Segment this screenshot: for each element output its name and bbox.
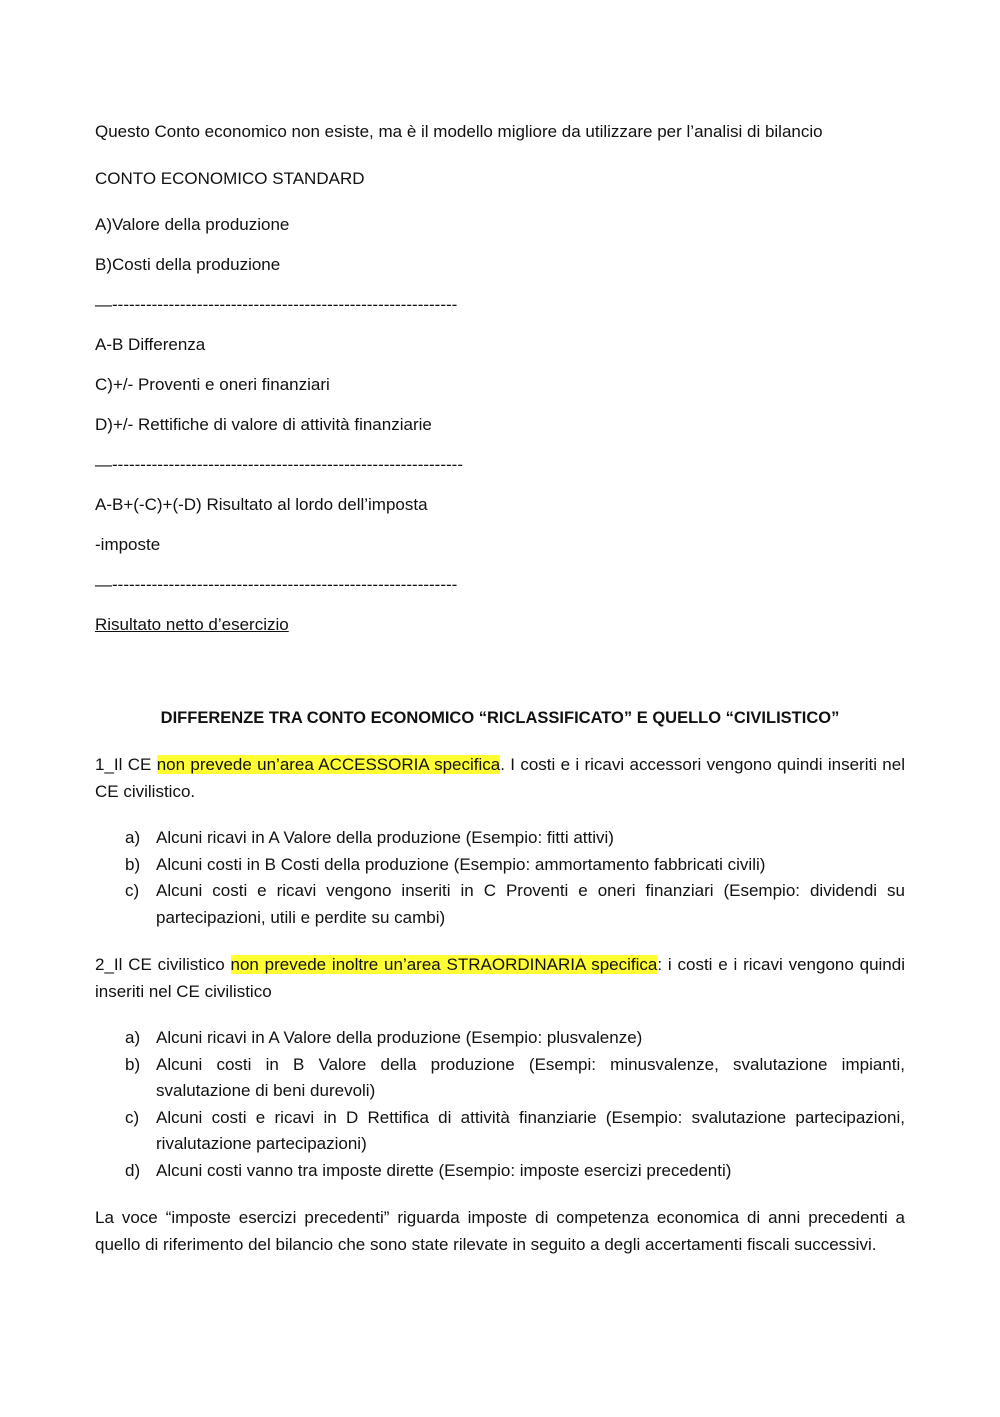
list-item xyxy=(95,1025,905,1052)
point-1-highlight: non prevede un’area ACCESSORIA specifica xyxy=(156,755,501,774)
list-item-text: Alcuni costi in B Valore della produzione (Esempi: minusvalenze, svalutazione impianti, svalutazione di beni durevoli) xyxy=(156,1054,905,1100)
point-2-list xyxy=(95,1025,905,1184)
separator-line: —------------------------------------------------------------- xyxy=(95,295,458,314)
point-1-list xyxy=(95,825,905,931)
list-item xyxy=(95,878,905,931)
list-item-text: Alcuni costi vanno tra imposte dirette (Esempio: imposte esercizi precedenti) xyxy=(156,1160,732,1180)
list-marker: d) xyxy=(125,1160,141,1180)
scheme-line-difference: A-B Differenza xyxy=(95,335,206,354)
list-item-text: Alcuni costi e ricavi vengono inseriti in C Proventi e oneri finanziari (Esempio: dividendi su partecipazioni, utili e perdite su cambi) xyxy=(156,881,905,927)
scheme-line-gross: A-B+(-C)+(-D) Risultato al lordo dell’imposta xyxy=(95,495,428,514)
scheme-line-taxes: -imposte xyxy=(95,535,161,554)
list-marker: c) xyxy=(125,1107,140,1127)
intro-text: Questo Conto economico non esiste, ma è il modello migliore da utilizzare per l’analisi di bilancio xyxy=(95,122,823,141)
list-marker: a) xyxy=(125,1028,141,1047)
scheme-line-net-result: Risultato netto d’esercizio xyxy=(95,615,289,634)
list-item xyxy=(95,1158,905,1185)
point-2-pre: 2_Il CE civilistico xyxy=(95,955,231,974)
separator-line: —-------------------------------------------------------------- xyxy=(95,455,463,474)
list-item xyxy=(95,1105,905,1158)
point-2-paragraph xyxy=(95,951,905,1005)
scheme-heading: CONTO ECONOMICO STANDARD xyxy=(95,169,365,188)
list-marker: a) xyxy=(125,828,141,847)
scheme-line-b: B)Costi della produzione xyxy=(95,255,281,274)
list-marker: b) xyxy=(125,1054,141,1074)
point-1-post: . I costi e i ricavi accessori vengono quindi inseriti nel CE civilistico. xyxy=(95,755,905,801)
list-item-text: Alcuni ricavi in A Valore della produzione (Esempio: plusvalenze) xyxy=(156,1028,643,1047)
point-1-pre: 1_Il CE xyxy=(95,755,157,774)
scheme-line-c: C)+/- Proventi e oneri finanziari xyxy=(95,375,330,394)
point-2-post: : i costi e i ricavi vengono quindi inseriti nel CE civilistico xyxy=(95,955,905,1001)
point-2-highlight: non prevede inoltre un’area STRAORDINARIA specifica xyxy=(230,955,658,974)
list-item-text: Alcuni ricavi in A Valore della produzione (Esempio: fitti attivi) xyxy=(156,828,614,847)
list-item-text: Alcuni costi in B Costi della produzione (Esempio: ammortamento fabbricati civili) xyxy=(156,854,766,874)
point-1-paragraph xyxy=(95,751,905,805)
list-marker: c) xyxy=(125,881,140,900)
list-item-text: Alcuni costi e ricavi in D Rettifica di attività finanziarie (Esempio: svalutazione partecipazioni, rivalutazione partecipazioni) xyxy=(156,1107,905,1153)
list-item xyxy=(95,852,905,879)
list-item xyxy=(95,825,905,852)
list-marker: b) xyxy=(125,854,141,874)
closing-paragraph: La voce “imposte esercizi precedenti” riguarda imposte di competenza economica di anni precedenti a quello di riferimento del bilancio che sono state rilevate in seguito a degli accertamenti fiscali successivi. xyxy=(95,1208,905,1254)
section-title: DIFFERENZE TRA CONTO ECONOMICO “RICLASSIFICATO” E QUELLO “CIVILISTICO” xyxy=(160,709,840,727)
list-item xyxy=(95,1052,905,1105)
scheme-line-d: D)+/- Rettifiche di valore di attività finanziarie xyxy=(95,415,432,434)
separator-line: —------------------------------------------------------------- xyxy=(95,575,458,594)
scheme-line-a: A)Valore della produzione xyxy=(95,215,290,234)
